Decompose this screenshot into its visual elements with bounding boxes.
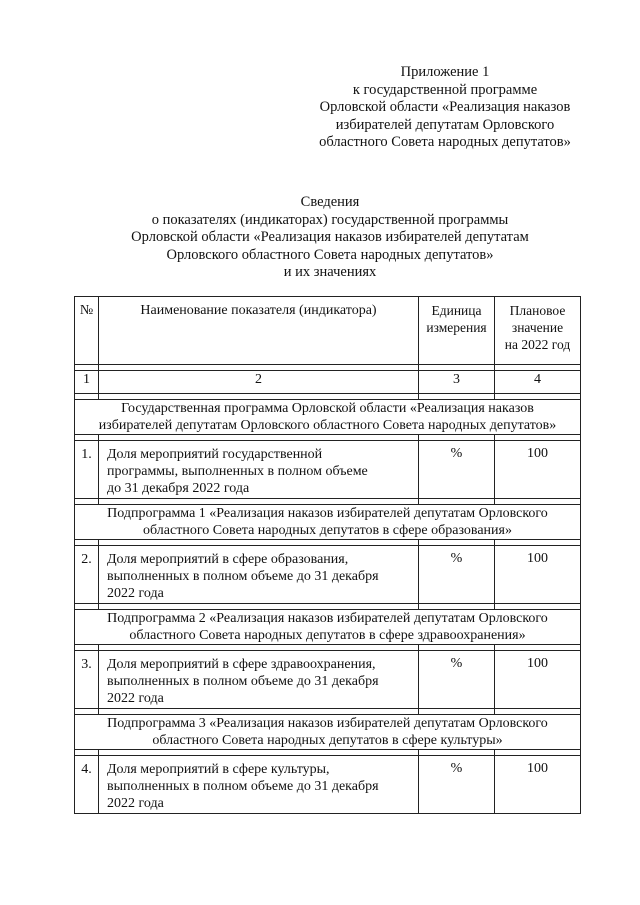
row-value: 100 <box>495 441 581 499</box>
row-name-line: выполненных в полном объеме до 31 декабря <box>107 674 379 689</box>
row-num: 4. <box>75 756 99 814</box>
section-title-line: Подпрограмма 1 «Реализация наказов избирателей депутатам Орловского <box>107 506 548 521</box>
header-plan-line: на 2022 год <box>504 337 571 352</box>
table-row <box>75 441 581 499</box>
section-row <box>75 715 581 750</box>
section-title-line: областного Совета народных депутатов в сфере образования» <box>143 523 512 538</box>
row-unit: % <box>419 756 495 814</box>
section-title <box>75 505 581 540</box>
section-title-line: областного Совета народных депутатов в сфере культуры» <box>152 733 503 748</box>
section-title-line: Подпрограмма 2 «Реализация наказов избирателей депутатам Орловского <box>107 611 548 626</box>
row-unit: % <box>419 441 495 499</box>
row-name <box>99 441 419 499</box>
row-value: 100 <box>495 651 581 709</box>
section-title-line: Государственная программа Орловской области «Реализация наказов <box>121 401 534 416</box>
row-name-line: выполненных в полном объеме до 31 декабря <box>107 779 379 794</box>
column-number: 1 <box>75 371 99 394</box>
row-name-line: Доля мероприятий в сфере здравоохранения, <box>107 657 376 672</box>
table-row <box>75 546 581 604</box>
row-name-line: Доля мероприятий в сфере культуры, <box>107 762 330 777</box>
appendix-line: Приложение 1 <box>400 64 490 80</box>
row-num: 3. <box>75 651 99 709</box>
section-title-line: избирателей депутатам Орловского областного Совета народных депутатов» <box>98 418 557 433</box>
row-name <box>99 546 419 604</box>
row-name-line: программы, выполненных в полном объеме <box>107 464 368 479</box>
title-line: и их значениях <box>283 264 377 280</box>
title-line: Сведения <box>300 194 360 210</box>
row-value: 100 <box>495 546 581 604</box>
header-name: Наименование показателя (индикатора) <box>99 297 419 365</box>
appendix-line: областного Совета народных депутатов» <box>319 134 571 150</box>
section-row <box>75 400 581 435</box>
header-num: № <box>75 297 99 365</box>
column-numbers-row <box>75 371 581 394</box>
header-plan <box>495 297 581 365</box>
appendix-line: Орловской области «Реализация наказов <box>319 99 571 115</box>
header-unit <box>419 297 495 365</box>
header-unit-line: Единица <box>431 303 482 318</box>
appendix-line: к государственной программе <box>352 81 538 98</box>
appendix-line: избирателей депутатам Орловского <box>335 116 555 133</box>
row-name-line: Доля мероприятий в сфере образования, <box>107 552 349 567</box>
header-plan-line: значение <box>511 320 564 335</box>
row-unit: % <box>419 651 495 709</box>
section-title-line: областного Совета народных депутатов в сфере здравоохранения» <box>129 628 526 643</box>
header-plan-line: Плановое <box>509 303 566 318</box>
column-number: 2 <box>99 371 419 394</box>
row-name <box>99 756 419 814</box>
section-row <box>75 505 581 540</box>
table-row <box>75 756 581 814</box>
row-name-line: до 31 декабря 2022 года <box>107 481 250 496</box>
section-row <box>75 610 581 645</box>
section-title <box>75 400 581 435</box>
table-row <box>75 651 581 709</box>
section-title <box>75 715 581 750</box>
row-unit: % <box>419 546 495 604</box>
indicators-table <box>74 296 581 814</box>
row-name-line: 2022 года <box>107 691 164 706</box>
title-line: Орловской области «Реализация наказов избирателей депутатам <box>131 229 529 245</box>
section-title <box>75 610 581 645</box>
row-name-line: Доля мероприятий государственной <box>107 447 323 462</box>
column-number: 3 <box>419 371 495 394</box>
row-value: 100 <box>495 756 581 814</box>
row-num: 1. <box>75 441 99 499</box>
column-number: 4 <box>495 371 581 394</box>
header-unit-line: измерения <box>426 320 487 335</box>
row-name-line: 2022 года <box>107 586 164 601</box>
row-name-line: 2022 года <box>107 796 164 811</box>
table-header-row <box>75 297 581 365</box>
row-name <box>99 651 419 709</box>
title-line: о показателях (индикаторах) государственной программы <box>151 211 509 228</box>
document-title <box>100 194 560 282</box>
row-num: 2. <box>75 546 99 604</box>
row-name-line: выполненных в полном объеме до 31 декабря <box>107 569 379 584</box>
appendix-block <box>300 64 590 152</box>
section-title-line: Подпрограмма 3 «Реализация наказов избирателей депутатам Орловского <box>107 716 548 731</box>
title-line: Орловского областного Совета народных депутатов» <box>166 246 494 263</box>
